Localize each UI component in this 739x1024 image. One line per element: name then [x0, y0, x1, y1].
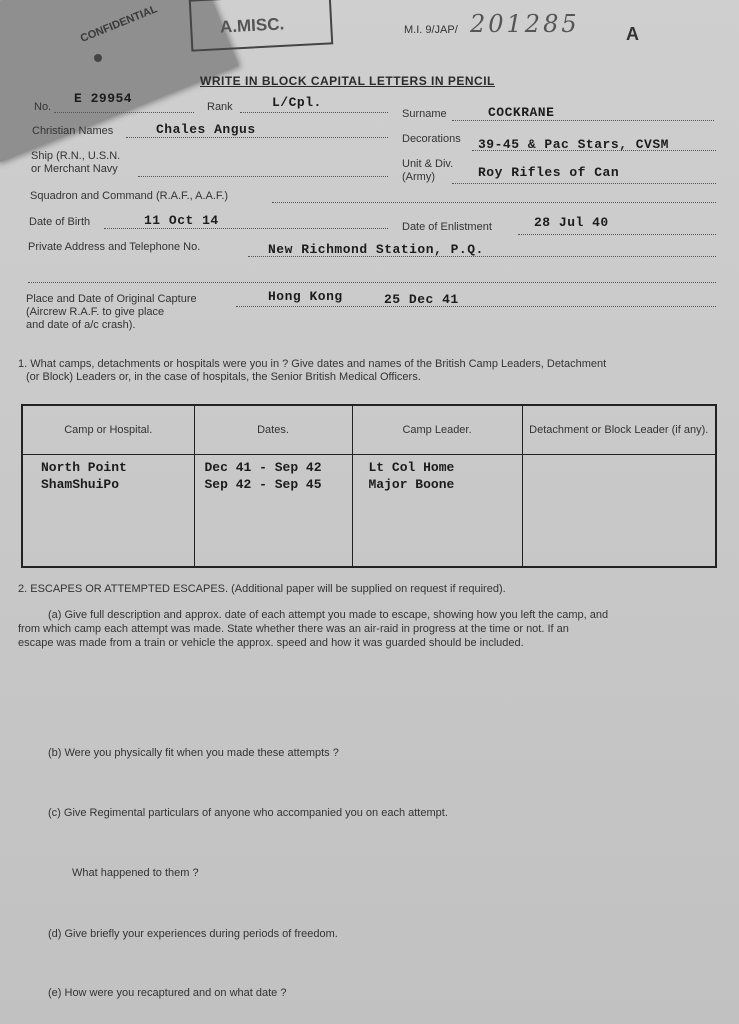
- no-line: [54, 112, 194, 113]
- rank-value: L/Cpl.: [272, 95, 322, 110]
- q2b: (b) Were you physically fit when you made these attempts ?: [48, 747, 339, 759]
- surname-value: COCKRANE: [488, 105, 555, 120]
- address-label: Private Address and Telephone No.: [28, 241, 201, 253]
- header-camp: Camp or Hospital.: [22, 405, 194, 455]
- form-letter: A: [626, 24, 639, 44]
- leader-cell: [352, 455, 522, 568]
- surname-label: Surname: [402, 108, 447, 120]
- camp-dates: Sep 42 - Sep 45: [204, 477, 322, 492]
- unit-value: Roy Rifles of Can: [478, 165, 620, 180]
- unit-line: [452, 183, 716, 184]
- capture-date: 25 Dec 41: [384, 292, 459, 307]
- punch-hole: [94, 54, 102, 62]
- capture-label-line1: Place and Date of Original Capture: [26, 293, 197, 305]
- header-dates: Dates.: [194, 405, 352, 455]
- enlistment-label: Date of Enlistment: [402, 221, 492, 233]
- dates-cell: [194, 455, 352, 568]
- q2c: (c) Give Regimental particulars of anyone who accompanied you on each attempt.: [48, 807, 448, 819]
- christian-names-value: Chales Angus: [156, 122, 256, 137]
- form-number: 201285: [470, 10, 580, 38]
- camps-table-header: [22, 405, 716, 455]
- q2e: (e) How were you recaptured and on what date ?: [48, 987, 287, 999]
- dob-value: 11 Oct 14: [144, 213, 219, 228]
- q2c-followup: What happened to them ?: [72, 867, 199, 879]
- capture-label-line3: and date of a/c crash).: [26, 319, 136, 331]
- capture-label-line2: (Aircrew R.A.F. to give place: [26, 306, 165, 318]
- surname-line: [452, 120, 714, 121]
- ship-line: [138, 176, 388, 177]
- q2a-line1: (a) Give full description and approx. date of each attempt you made to escape, showing how you left the camp, and: [48, 609, 609, 621]
- camps-table: [21, 404, 717, 568]
- christian-names-label: Christian Names: [32, 125, 114, 137]
- header-detachment-leader: Detachment or Block Leader (if any).: [522, 405, 716, 455]
- dob-line: [104, 228, 388, 229]
- squadron-label: Squadron and Command (R.A.F., A.A.F.): [30, 190, 229, 202]
- classification-mark: CONFIDENTIAL: [78, 3, 160, 45]
- camp-leader: Lt Col Home: [368, 460, 455, 475]
- camp-name: North Point: [41, 460, 127, 475]
- q1-text-line1: 1. What camps, detachments or hospitals were you in ? Give dates and names of the British Camp Leaders, Detachment: [18, 358, 607, 370]
- capture-line: [236, 306, 716, 307]
- q2a-line2: from which camp each attempt was made. State whether there was an air-raid in progress at the time or not. If an: [18, 623, 569, 635]
- q2a-line3: escape was made from a train or vehicle the approx. speed and how it was guarded should be included.: [18, 637, 524, 649]
- ship-label-line1: Ship (R.N., U.S.N.: [31, 150, 121, 162]
- camp-cell: [22, 455, 194, 568]
- camp-leader: Major Boone: [368, 477, 455, 492]
- camp-name: ShamShuiPo: [41, 477, 120, 492]
- rank-line: [240, 112, 388, 113]
- q1-text-line2: (or Block) Leaders or, in the case of hospitals, the Senior British Medical Officers.: [26, 371, 421, 383]
- dob-label: Date of Birth: [29, 216, 91, 228]
- enlistment-value: 28 Jul 40: [534, 215, 609, 230]
- ship-label-line2: or Merchant Navy: [31, 163, 118, 175]
- decorations-label: Decorations: [402, 133, 461, 145]
- no-label: No.: [34, 101, 52, 113]
- squadron-line: [272, 202, 716, 203]
- rank-label: Rank: [207, 101, 233, 113]
- capture-place: Hong Kong: [268, 289, 343, 304]
- address-line-2: [28, 282, 716, 283]
- table-row: [22, 455, 716, 568]
- decorations-value: 39-45 & Pac Stars, CVSM: [478, 137, 669, 152]
- unit-label-line1: Unit & Div.: [402, 158, 454, 170]
- q2d: (d) Give briefly your experiences during periods of freedom.: [48, 928, 338, 940]
- service-number: E 29954: [74, 91, 133, 106]
- q2-heading: 2. ESCAPES OR ATTEMPTED ESCAPES. (Additional paper will be supplied on request if required).: [18, 583, 506, 595]
- christian-names-line: [126, 137, 388, 138]
- header-camp-leader: Camp Leader.: [352, 405, 522, 455]
- unit-label-line2: (Army): [402, 171, 435, 183]
- stamp-text: A.MISC.: [219, 14, 285, 37]
- form-instruction: WRITE IN BLOCK CAPITAL LETTERS IN PENCIL: [200, 74, 495, 88]
- detachment-cell: [522, 455, 716, 568]
- form-reference: M.I. 9/JAP/: [404, 24, 458, 36]
- camp-dates: Dec 41 - Sep 42: [204, 460, 322, 475]
- address-value: New Richmond Station, P.Q.: [268, 242, 484, 257]
- enlistment-line: [518, 234, 716, 235]
